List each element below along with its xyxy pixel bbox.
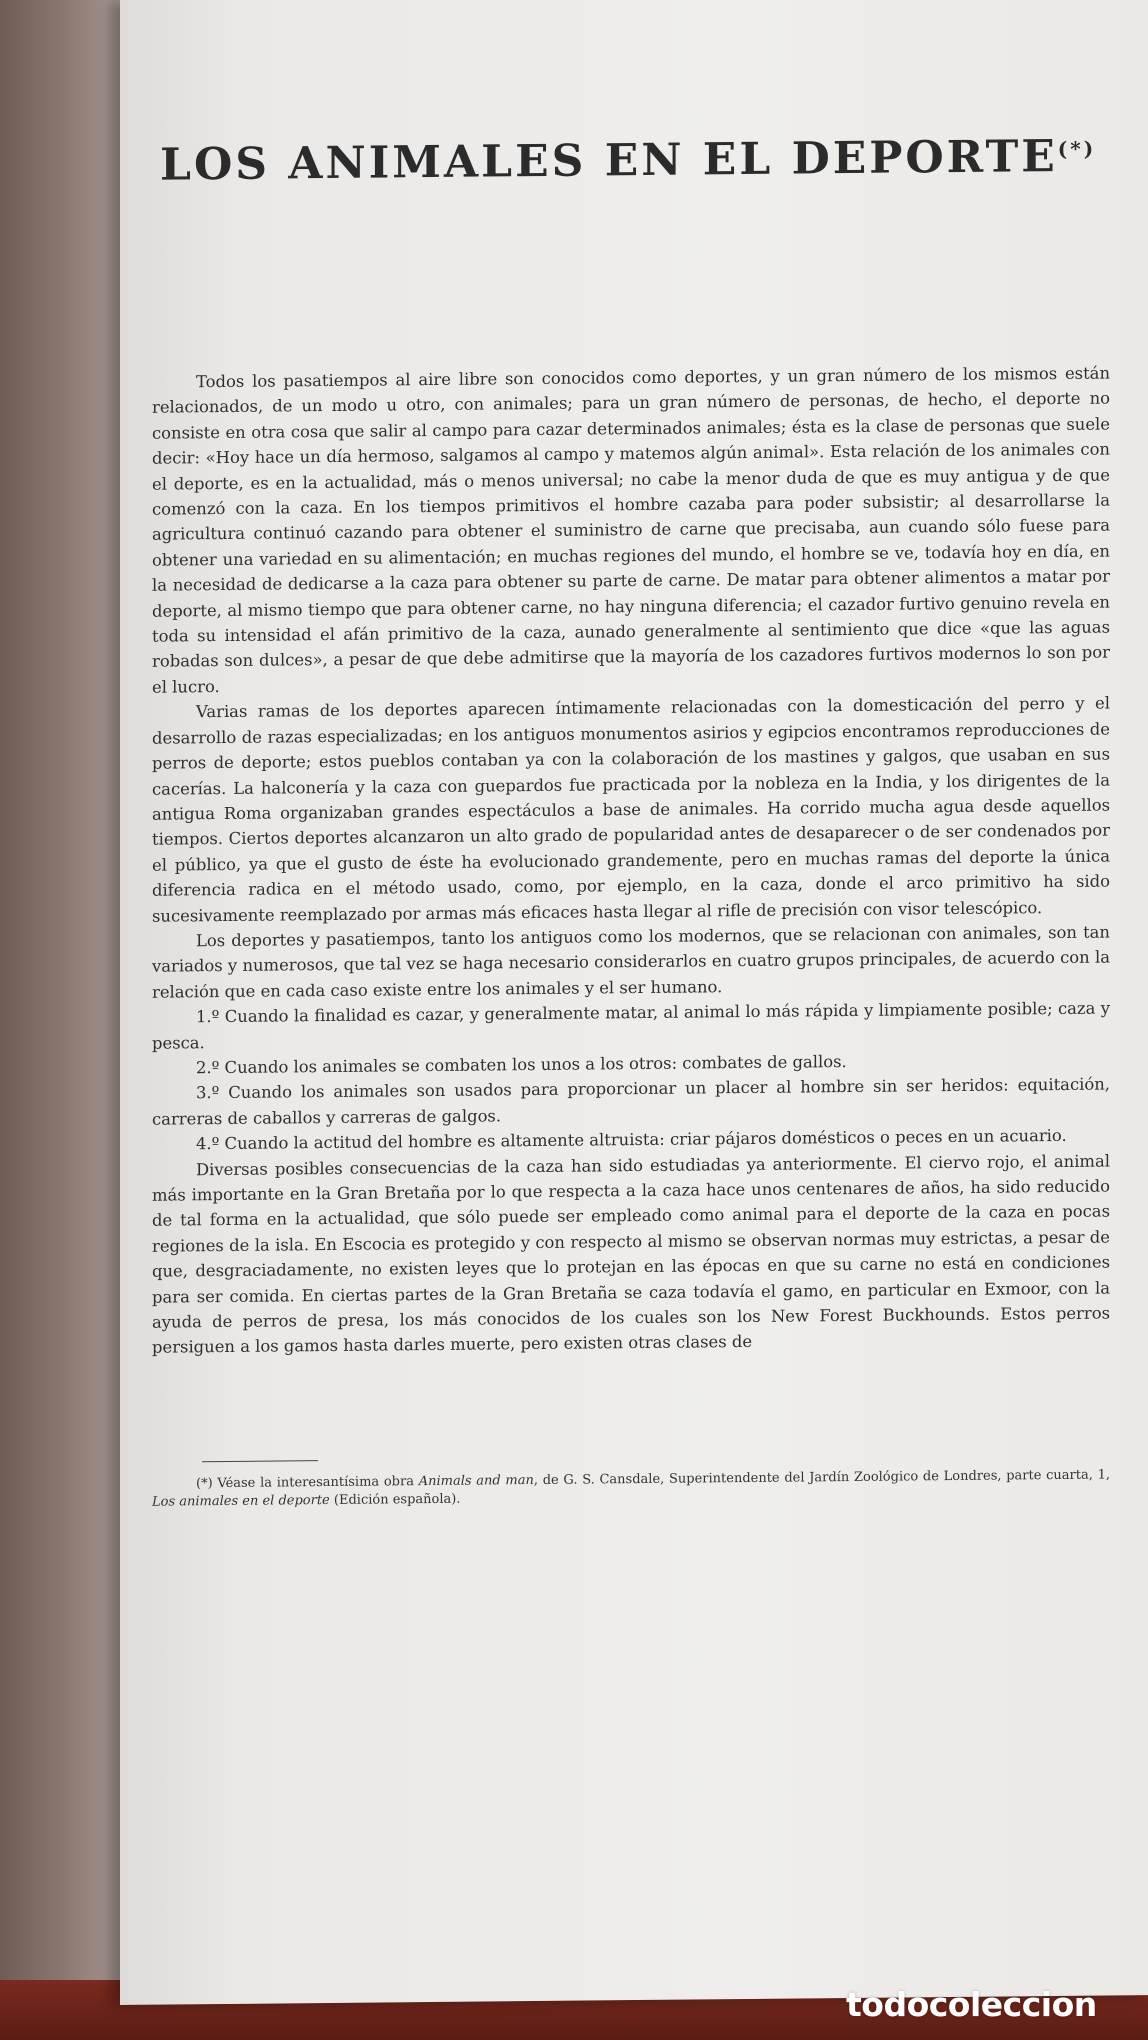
footnote-section-title: Los animales en el deporte [152, 1492, 330, 1510]
book-spine-shadow [0, 0, 140, 2040]
watermark-logo: todocoleccion [846, 1985, 1097, 2024]
footnote [152, 1466, 1110, 1511]
paragraph-1: Todos los pasatiempos al aire libre son conocidos como deportes, y un gran número de los mismos están relacionados, de un modo u otro, con animales; para un gran número de personas, de hecho, el deporte no consiste en otra cosa que salir al campo para cazar determinados animales; ésta es la clase de personas que suele decir: «Hoy hace un día hermoso, salgamos al campo y matemos algún animal». Esta relación de los animales con el deporte, es en la actualidad, más o menos universal; no cabe la menor duda de que es muy antigua y de que comenzó con la caza. En los tiempos primitivos el hombre cazaba para poder subsistir; al desarrollarse la agricultura continuó cazando para obtener el suministro de carne que precisaba, aun cuando sólo fuese para obtener una variedad en su alimentación; en muchas regiones del mundo, el hombre se ve, todavía hoy en día, en la necesidad de dedicarse a la caza para obtener su parte de carne. De matar para obtener alimentos a matar por deporte, al mismo tiempo que para obtener carne, no hay ninguna diferencia; el cazador furtivo genuino revela en toda su intensidad el afán primitivo de la caza, aunado generalmente al sentimiento que dice «que las aguas robadas son dulces», a pesar de que debe admitirse que la mayoría de los cazadores furtivos modernos lo son por el lucro. [152, 363, 1110, 697]
paragraph-2: Varias ramas de los deportes aparecen íntimamente relacionadas con la domesticación del perro y el desarrollo de razas especializadas; en los antiguos monumentos asirios y egipcios encontramos reproducciones de perros de deporte; estos pueblos contaban ya con la colaboración de los mastines y galgos, que usaban en sus cacerías. La halconería y la caza con guepardos fue practicada por la nobleza en la India, y los dirigentes de la antigua Roma organizaban grandes espectáculos a base de animales. Ha corrido mucha agua desde aquellos tiempos. Ciertos deportes alcanzaron un alto grado de popularidad antes de desaparecer o de ser condenados por el público, ya que el gusto de éste ha evolucionado grandemente, pero en muchas ramas del deporte la única diferencia radica en el método usado, como, por ejemplo, en la caza, donde el arco primitivo ha sido sucesivamente reemplazado por armas más eficaces hasta llegar al rifle de precisión con visor telescópico. [152, 693, 1110, 926]
list-item-4: 4.º Cuando la actitud del hombre es altamente altruista: criar pájaros domésticos o peces en un acuario. [196, 1126, 1067, 1154]
footnote-book-title: Animals and man [418, 1473, 534, 1490]
body-text [152, 360, 1110, 1360]
paragraph-3: Los deportes y pasatiempos, tanto los antiguos como los modernos, que se relacionan con animales, son tan variados y numerosos, que tal vez se haga necesario considerarlos en cuatro grupos principales, de acuerdo con la relación que en cada caso existe entre los animales y el ser humano. [152, 922, 1110, 1002]
book-page [120, 0, 1148, 2005]
footnote-mark: (*) [196, 1476, 213, 1492]
page-title [160, 130, 1097, 191]
paragraph-4: Diversas posibles consecuencias de la caza han sido estudiadas ya anteriormente. El ciervo rojo, el animal más importante en la Gran Bretaña por lo que respecta a la caza hace unos centenares de años, ha sido reducido de tal forma en la actualidad, que sólo puede ser empleado como animal para el deporte de la caza en pocas regiones de la isla. En Escocia es protegido y con respecto al mismo se observan normas muy estrictas, a pesar de que, desgraciadamente, no existen leyes que lo protejan en las épocas en que su carne no está en condiciones para ser comida. En ciertas partes de la Gran Bretaña se caza todavía el gamo, en particular en Exmoor, con la ayuda de perros de presa, los más conocidos de los cuales son los New Forest Buckhounds. Estos perros persiguen a los gamos hasta darles muerte, pero existen otras clases de [152, 1151, 1110, 1358]
list-item-1: 1.º Cuando la finalidad es cazar, y generalmente matar, al animal lo más rápida y limpiamente posible; caza y pesca. [152, 998, 1110, 1053]
footnote-text-before: Véase la interesantísima obra [217, 1474, 414, 1492]
list-item-2: 2.º Cuando los animales se combaten los unos a los otros: combates de gallos. [196, 1051, 847, 1078]
title-footnote-mark: (*) [1057, 136, 1097, 161]
list-item-3: 3.º Cuando los animales son usados para proporcionar un placer al hombre sin ser heridos: equitación, carreras de caballos y carreras de galgos. [152, 1074, 1110, 1129]
footnote-text-after: (Edición española). [333, 1491, 461, 1508]
footnote-divider [202, 1460, 318, 1462]
footnote-text-middle: , de G. S. Cansdale, Superintendente del Jardín Zoológico de Londres, parte cuarta, 1, [533, 1467, 1110, 1489]
title-text: LOS ANIMALES EN EL DEPORTE [160, 130, 1058, 191]
